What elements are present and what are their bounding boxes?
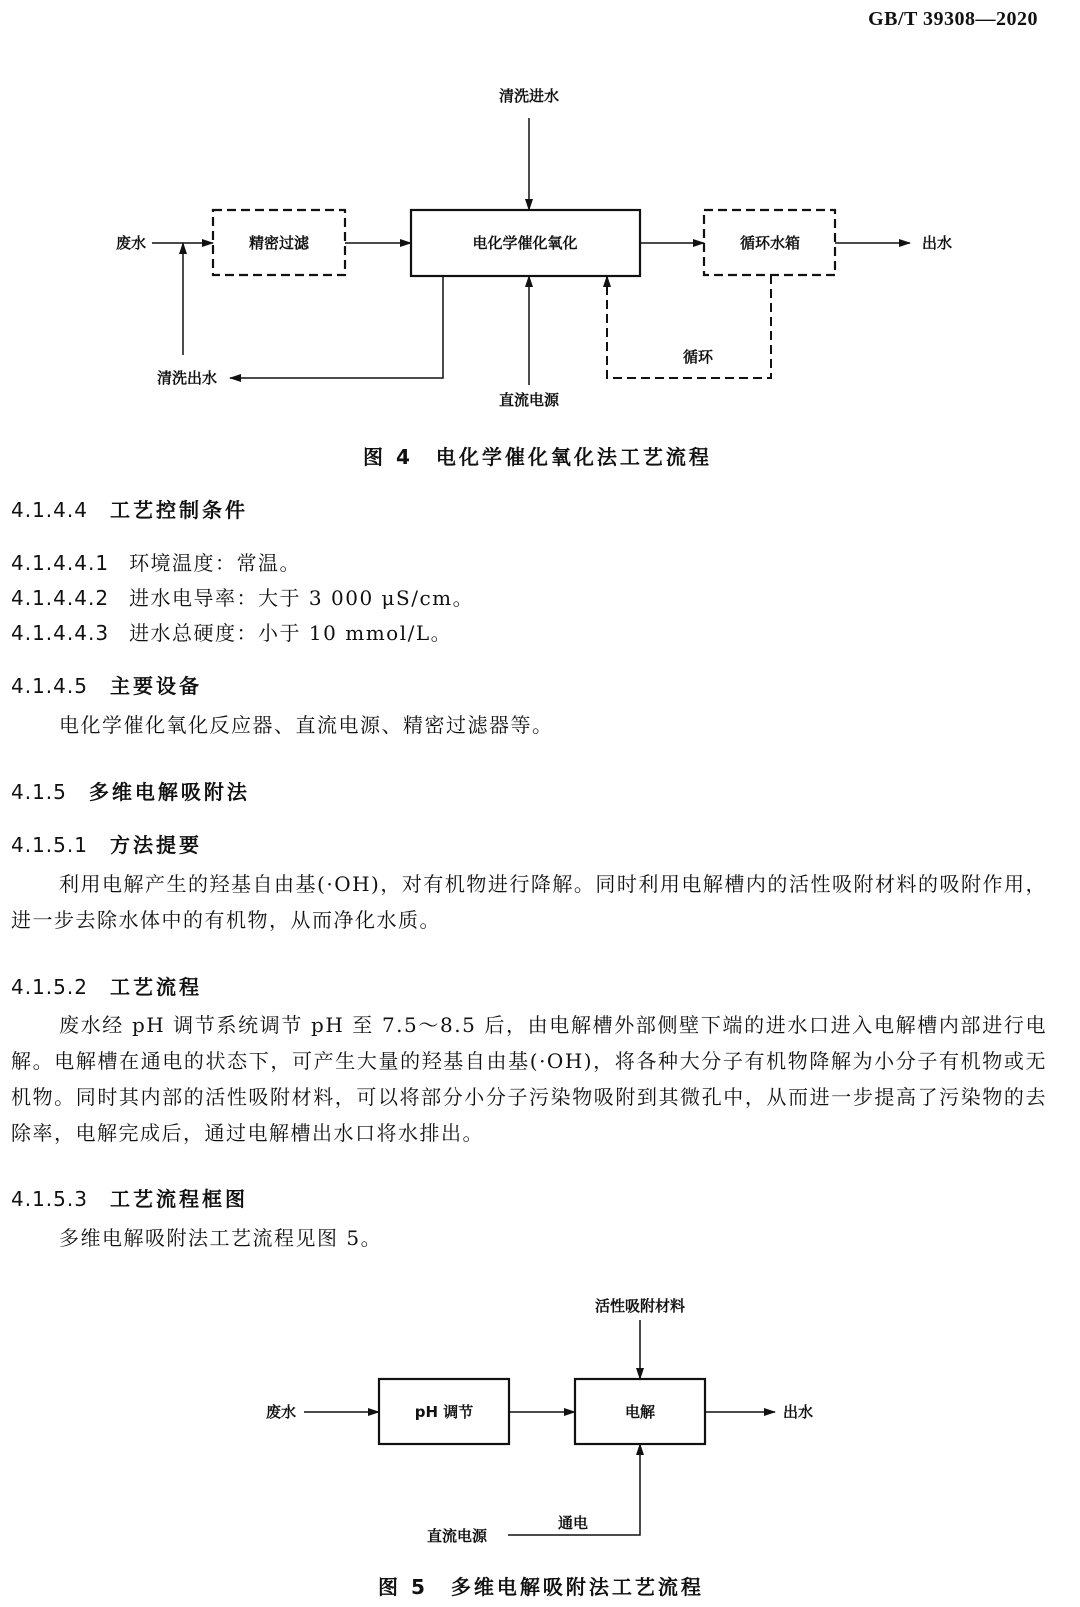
fig5-label-dc-power: 直流电源 bbox=[426, 1527, 488, 1545]
standard-id: GB/T 39308—2020 bbox=[868, 8, 1038, 30]
heading-title: 主要设备 bbox=[109, 674, 202, 698]
item-4-1-4-4-3 bbox=[11, 617, 452, 646]
paragraph-process: 废水经 pH 调节系统调节 pH 至 7.5～8.5 后，由电解槽外部侧壁下端的进水口进入电解槽内部进行电解。电解槽在通电的状态下，可产生大量的羟基自由基(·OH)，将各种大分子有机物降解为小分子有机物或无机物。同时其内部的活性吸附材料，可以将部分小分子污染物吸附到其微孔中，从而进一步提高了污染物的去除率，电解完成后，通过电解槽出水口将水排出。 bbox=[11, 1013, 1047, 1145]
heading-title: 工艺控制条件 bbox=[109, 498, 248, 522]
heading-4-1-5 bbox=[11, 776, 250, 805]
fig5-label-waste: 废水 bbox=[266, 1403, 297, 1421]
heading-number: 4.1.5 bbox=[11, 780, 67, 804]
paragraph-flow-ref: 多维电解吸附法工艺流程见图 5。 bbox=[59, 1226, 383, 1250]
figure5-caption: 图 5 多维电解吸附法工艺流程 bbox=[378, 1575, 704, 1599]
heading-number: 4.1.5.3 bbox=[11, 1187, 88, 1211]
fig4-label-wash-out: 清洗出水 bbox=[157, 369, 218, 387]
item-4-1-4-4-2 bbox=[11, 582, 474, 611]
figure4-diagram bbox=[0, 0, 1080, 420]
heading-title: 工艺流程框图 bbox=[109, 1187, 248, 1211]
item-number: 4.1.4.4.3 bbox=[11, 621, 110, 645]
fig5-label-out: 出水 bbox=[783, 1403, 814, 1421]
fig4-label-out: 出水 bbox=[922, 234, 953, 252]
item-number: 4.1.4.4.2 bbox=[11, 586, 110, 610]
paragraph-method: 利用电解产生的羟基自由基(·OH)，对有机物进行降解。同时利用电解槽内的活性吸附材料的吸附作用，进一步去除水体中的有机物，从而净化水质。 bbox=[11, 872, 1047, 932]
figure4-caption: 图 4 电化学催化氧化法工艺流程 bbox=[363, 445, 712, 469]
heading-title: 工艺流程 bbox=[109, 975, 202, 999]
item-text: 环境温度：常温。 bbox=[129, 551, 302, 575]
heading-4-1-5-1 bbox=[11, 829, 202, 858]
heading-4-1-5-2 bbox=[11, 971, 202, 1000]
item-number: 4.1.4.4.1 bbox=[11, 551, 110, 575]
fig4-line-wash-out bbox=[230, 276, 443, 378]
fig4-label-filter: 精密过滤 bbox=[248, 234, 310, 252]
item-4-1-4-4-1 bbox=[11, 547, 301, 576]
fig4-label-circulation: 循环 bbox=[682, 348, 714, 366]
fig4-label-wash-in: 清洗进水 bbox=[498, 87, 560, 105]
heading-4-1-4-4 bbox=[11, 494, 248, 523]
fig4-label-tank: 循环水箱 bbox=[739, 234, 801, 252]
fig4-label-waste: 废水 bbox=[116, 234, 147, 252]
heading-title: 方法提要 bbox=[109, 833, 202, 857]
fig5-label-adsorbent: 活性吸附材料 bbox=[594, 1297, 686, 1315]
heading-number: 4.1.5.2 bbox=[11, 975, 88, 999]
fig4-label-electrochem: 电化学催化氧化 bbox=[472, 234, 578, 252]
figure5-diagram bbox=[0, 1280, 1080, 1550]
item-text: 进水电导率：大于 3 000 μS/cm。 bbox=[129, 586, 475, 610]
heading-4-1-5-3 bbox=[11, 1183, 248, 1212]
fig4-label-dc-power: 直流电源 bbox=[498, 391, 560, 409]
fig5-label-energize: 通电 bbox=[557, 1514, 589, 1532]
heading-number: 4.1.4.5 bbox=[11, 674, 88, 698]
heading-title: 多维电解吸附法 bbox=[88, 780, 250, 804]
paragraph-equipment: 电化学催化氧化反应器、直流电源、精密过滤器等。 bbox=[59, 713, 554, 737]
heading-number: 4.1.5.1 bbox=[11, 833, 88, 857]
fig5-label-ph: pH 调节 bbox=[414, 1403, 474, 1421]
heading-4-1-4-5 bbox=[11, 670, 202, 699]
heading-number: 4.1.4.4 bbox=[11, 498, 88, 522]
item-text: 进水总硬度：小于 10 mmol/L。 bbox=[129, 621, 453, 645]
fig5-label-electrolysis: 电解 bbox=[624, 1403, 656, 1421]
